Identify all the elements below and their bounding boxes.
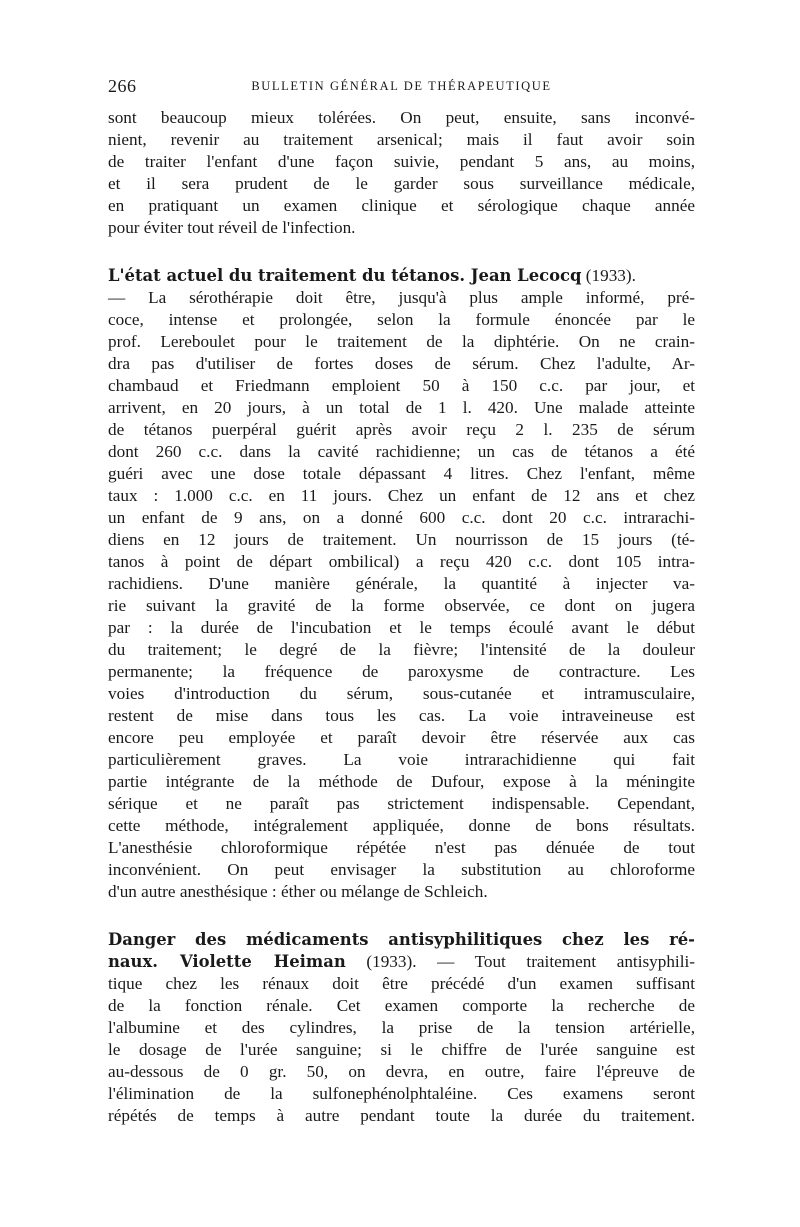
section-gap [108, 239, 695, 265]
paragraph-continued [108, 107, 695, 239]
text-line: d'un autre anesthésique : éther ou mélange de Schleich. [108, 882, 488, 901]
text-line: restent de mise dans tous les cas. La voie intraveineuse est [108, 706, 695, 725]
text-line: prof. Lereboulet pour le traitement de la diphtérie. On ne crain- [108, 332, 695, 351]
running-header [108, 76, 695, 98]
section-heading-line [108, 265, 695, 287]
section-title: L'état actuel du traitement du tétanos. Jean Lecocq [108, 266, 582, 285]
text-line: sont beaucoup mieux tolérées. On peut, ensuite, sans inconvé- [108, 108, 695, 127]
text-line: partie intégrante de la méthode de Dufour, expose à la méningite [108, 772, 695, 791]
text-line: répétés de temps à autre pendant toute la durée du traitement. [108, 1106, 695, 1125]
text-line: taux : 1.000 c.c. en 11 jours. Chez un enfant de 12 ans et chez [108, 486, 695, 505]
text-line: rie suivant la gravité de la forme observée, ce dont on jugera [108, 596, 695, 615]
text-line: tique chez les rénaux doit être précédé d'un examen suffisant [108, 974, 695, 993]
text-line: en pratiquant un examen clinique et sérologique chaque année [108, 196, 695, 215]
section-title: Danger des médicaments antisyphilitiques chez les ré- [108, 930, 695, 949]
text-line: du traitement; le degré de la fièvre; l'intensité de la douleur [108, 640, 695, 659]
text-line: de la fonction rénale. Cet examen comporte la recherche de [108, 996, 695, 1015]
journal-page [108, 76, 695, 1127]
section-year: (1933). [581, 266, 636, 285]
text-line: le dosage de l'urée sanguine; si le chiffre de l'urée sanguine est [108, 1040, 695, 1059]
section-antisyphilitic [108, 929, 695, 1127]
section-year: (1933). — Tout traitement antisyphili- [345, 952, 695, 971]
text-line: chambaud et Friedmann emploient 50 à 150 c.c. par jour, et [108, 376, 695, 395]
text-line: de tétanos puerpéral guérit après avoir reçu 2 l. 235 de sérum [108, 420, 695, 439]
text-line: dont 260 c.c. dans la cavité rachidienne; un cas de tétanos a été [108, 442, 695, 461]
text-line: l'albumine et des cylindres, la prise de la tension artérielle, [108, 1018, 695, 1037]
text-line: inconvénient. On peut envisager la substitution au chloroforme [108, 860, 695, 879]
text-line: tanos à point de départ ombilical) a reçu 420 c.c. dont 105 intra- [108, 552, 695, 571]
text-line: sérique et ne paraît pas strictement indispensable. Cependant, [108, 794, 695, 813]
section-heading-line [108, 951, 695, 973]
text-line: pour éviter tout réveil de l'infection. [108, 218, 356, 237]
text-line: — La sérothérapie doit être, jusqu'à plus ample informé, pré- [108, 288, 695, 307]
text-line: nient, revenir au traitement arsenical; mais il faut avoir soin [108, 130, 695, 149]
text-line: guéri avec une dose totale dépassant 4 litres. Chez l'enfant, même [108, 464, 695, 483]
text-line: L'anesthésie chloroformique répétée n'est pas dénuée de tout [108, 838, 695, 857]
article-body [108, 107, 695, 1127]
text-line: dra pas d'utiliser de fortes doses de sérum. Chez l'adulte, Ar- [108, 354, 695, 373]
section-tetanus [108, 265, 695, 903]
text-line: de traiter l'enfant d'une façon suivie, pendant 5 ans, au moins, [108, 152, 695, 171]
text-line: permanente; la fréquence de paroxysme de contracture. Les [108, 662, 695, 681]
text-line: encore peu employée et paraît devoir être réservée aux cas [108, 728, 695, 747]
text-line: rachidiens. D'une manière générale, la quantité à injecter va- [108, 574, 695, 593]
running-title: BULLETIN GÉNÉRAL DE THÉRAPEUTIQUE [251, 79, 552, 93]
text-line: diens en 12 jours de traitement. Un nourrisson de 15 jours (té- [108, 530, 695, 549]
text-line: l'élimination de la sulfonephénolphtaléine. Ces examens seront [108, 1084, 695, 1103]
text-line: cette méthode, intégralement appliquée, donne de bons résultats. [108, 816, 695, 835]
text-line: particulièrement graves. La voie intrarachidienne qui fait [108, 750, 695, 769]
section-title-cont: naux. Violette Heiman [108, 952, 346, 971]
section-gap [108, 903, 695, 929]
section-heading-line [108, 929, 695, 951]
text-line: voies d'introduction du sérum, sous-cutanée et intramusculaire, [108, 684, 695, 703]
text-line: un enfant de 9 ans, on a donné 600 c.c. dont 20 c.c. intrarachi- [108, 508, 695, 527]
page-number: 266 [108, 76, 137, 96]
text-line: et il sera prudent de le garder sous surveillance médicale, [108, 174, 695, 193]
text-line: arrivent, en 20 jours, à un total de 1 l. 420. Une malade atteinte [108, 398, 695, 417]
text-line: au-dessous de 0 gr. 50, on devra, en outre, faire l'épreuve de [108, 1062, 695, 1081]
text-line: par : la durée de l'incubation et le temps écoulé avant le début [108, 618, 695, 637]
text-line: coce, intense et prolongée, selon la formule énoncée par le [108, 310, 695, 329]
